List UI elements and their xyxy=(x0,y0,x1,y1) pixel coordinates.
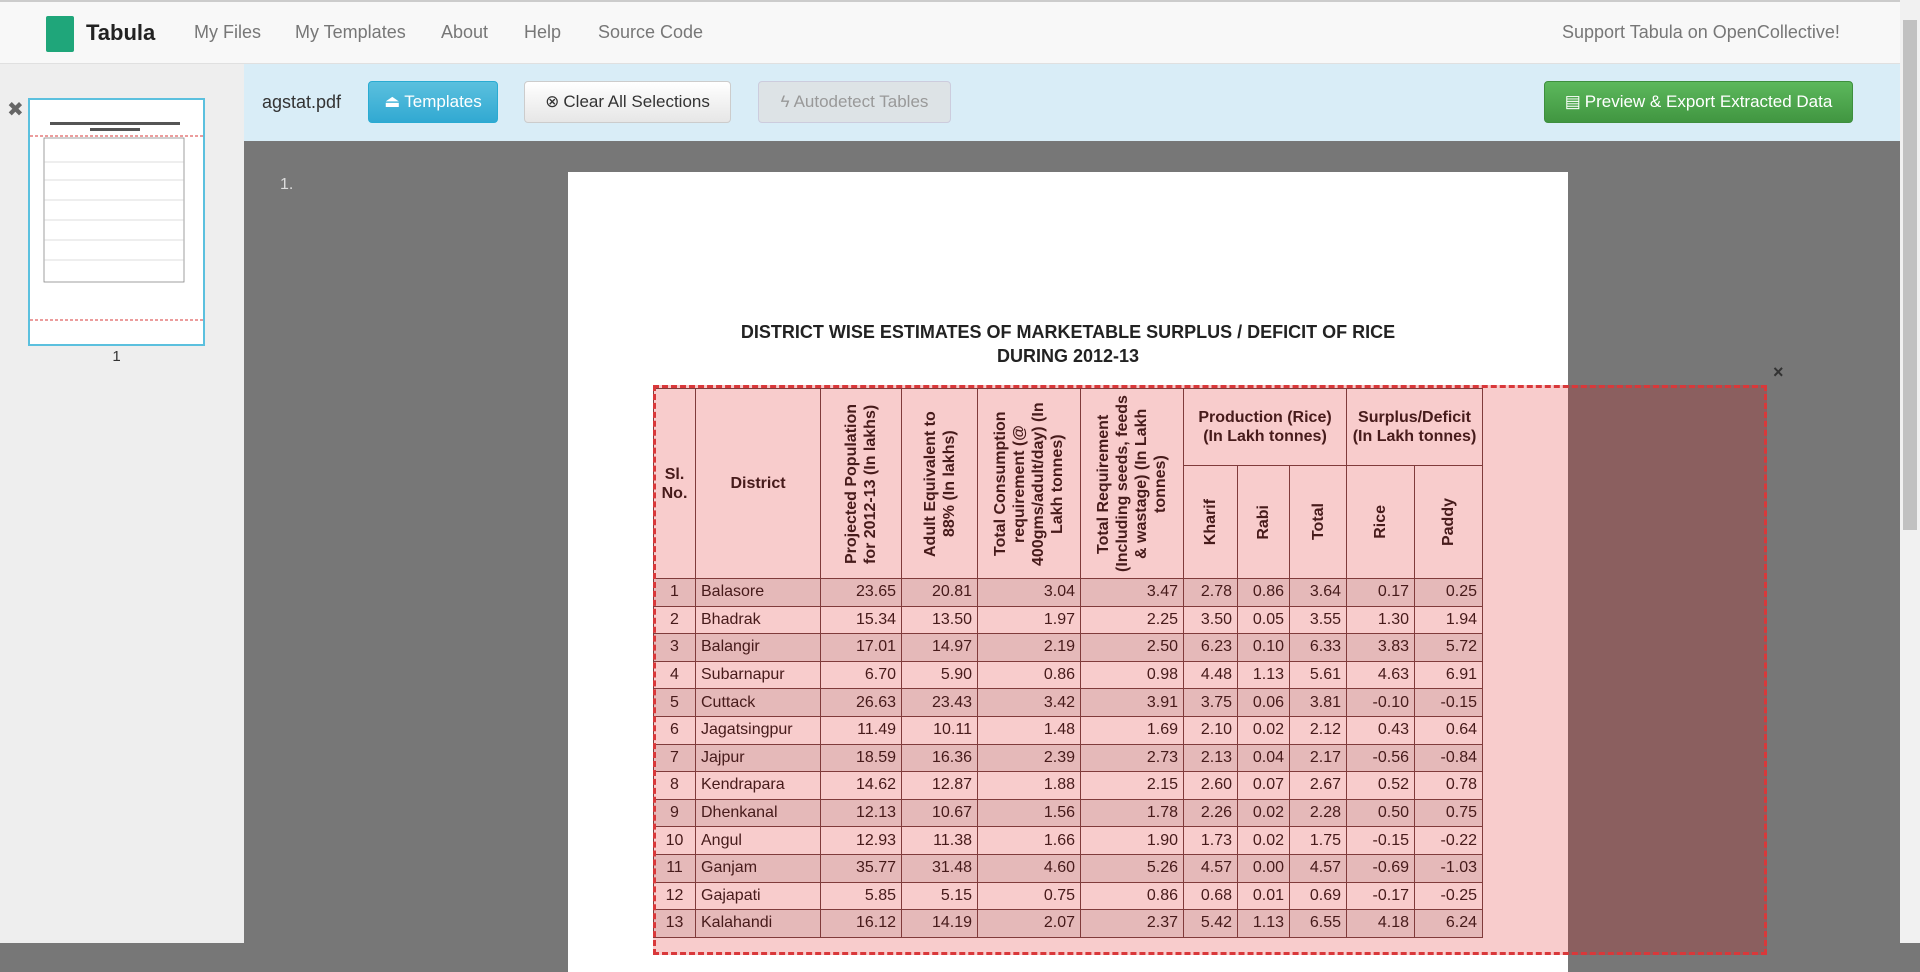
table-cell: -0.84 xyxy=(1415,744,1483,772)
table-cell: 17.01 xyxy=(821,634,902,662)
page-thumbnail[interactable] xyxy=(28,98,205,346)
table-cell: 11 xyxy=(654,854,696,882)
table-cell: 1.13 xyxy=(1238,661,1290,689)
table-cell: -0.22 xyxy=(1415,827,1483,855)
rabi-text: Rabi xyxy=(1255,504,1272,540)
table-cell: 6.24 xyxy=(1415,910,1483,938)
table-cell: 9 xyxy=(654,799,696,827)
table-cell: 6.70 xyxy=(821,661,902,689)
table-cell: 1.75 xyxy=(1290,827,1347,855)
brand[interactable]: Tabula xyxy=(86,20,156,45)
table-cell: Ganjam xyxy=(696,854,821,882)
table-cell: 1.88 xyxy=(978,772,1081,800)
table-cell: 0.68 xyxy=(1184,882,1238,910)
table-cell: -0.56 xyxy=(1347,744,1415,772)
table-cell: 2.50 xyxy=(1081,634,1184,662)
total-text: Total xyxy=(1309,503,1327,541)
autodetect-tables-button[interactable] xyxy=(758,81,951,123)
table-cell: 3.42 xyxy=(978,689,1081,717)
table-cell: 5.26 xyxy=(1081,854,1184,882)
table-cell: 0.07 xyxy=(1238,772,1290,800)
table-cell: -0.15 xyxy=(1415,689,1483,717)
table-cell: 4.18 xyxy=(1347,910,1415,938)
table-cell: 23.43 xyxy=(902,689,978,717)
table-cell: 0.75 xyxy=(1415,799,1483,827)
scrollbar[interactable] xyxy=(1900,0,1920,943)
table-cell: 2.13 xyxy=(1184,744,1238,772)
table-cell: 18.59 xyxy=(821,744,902,772)
toolbar xyxy=(244,64,1900,141)
table-cell: 2.78 xyxy=(1184,579,1238,607)
table-cell: 0.69 xyxy=(1290,882,1347,910)
table-cell: 2.15 xyxy=(1081,772,1184,800)
table-cell: 10.11 xyxy=(902,716,978,744)
table-cell: 13.50 xyxy=(902,606,978,634)
table-cell: 1.94 xyxy=(1415,606,1483,634)
autodetect-label: Autodetect Tables xyxy=(793,92,929,111)
table-cell: 5.61 xyxy=(1290,661,1347,689)
templates-button[interactable] xyxy=(368,81,498,123)
table-cell: 14.97 xyxy=(902,634,978,662)
table-cell: -0.69 xyxy=(1347,854,1415,882)
nav-support[interactable]: Support Tabula on OpenCollective! xyxy=(1562,22,1840,42)
table-cell: Cuttack xyxy=(696,689,821,717)
table-cell: 7 xyxy=(654,744,696,772)
table-cell: Gajapati xyxy=(696,882,821,910)
table-cell: 0.05 xyxy=(1238,606,1290,634)
table-cell: 2 xyxy=(654,606,696,634)
table-cell: 0.10 xyxy=(1238,634,1290,662)
nav-help[interactable]: Help xyxy=(524,22,562,42)
table-cell: 1.78 xyxy=(1081,799,1184,827)
table-cell: Jajpur xyxy=(696,744,821,772)
header-production: Production (Rice) (In Lakh tonnes) xyxy=(1184,389,1347,466)
table-cell: 3 xyxy=(654,634,696,662)
table-cell: 10.67 xyxy=(902,799,978,827)
table-cell: 3.83 xyxy=(1347,634,1415,662)
table-cell: 0.04 xyxy=(1238,744,1290,772)
table-cell: 0.06 xyxy=(1238,689,1290,717)
table-cell: 35.77 xyxy=(821,854,902,882)
nav-my-files[interactable]: My Files xyxy=(194,22,261,42)
templates-label: Templates xyxy=(404,92,482,111)
table-cell: 4 xyxy=(654,661,696,689)
table-cell: 11.49 xyxy=(821,716,902,744)
header-surplus: Surplus/Deficit (In Lakh tonnes) xyxy=(1347,389,1483,466)
table-cell: 0.43 xyxy=(1347,716,1415,744)
table-cell: 8 xyxy=(654,772,696,800)
header-cons-text: Total Consumption requirement (@ 400gms/adult/day) (In Lakh tonnes) xyxy=(992,401,1066,566)
table-cell: 3.50 xyxy=(1184,606,1238,634)
table-cell: 5 xyxy=(654,689,696,717)
table-cell: 6.23 xyxy=(1184,634,1238,662)
preview-export-button[interactable] xyxy=(1544,81,1853,123)
table-cell: 5.90 xyxy=(902,661,978,689)
table-cell: 13 xyxy=(654,910,696,938)
table-cell: 5.85 xyxy=(821,882,902,910)
flash-icon: ϟ xyxy=(780,92,790,111)
list-icon: ▤ xyxy=(1564,92,1581,111)
clear-selections-button[interactable] xyxy=(524,81,731,123)
table-cell: 2.73 xyxy=(1081,744,1184,772)
kharif-text: Kharif xyxy=(1202,498,1219,546)
page-label: 1. xyxy=(280,176,294,193)
table-cell: 1.90 xyxy=(1081,827,1184,855)
table-cell: 0.02 xyxy=(1238,827,1290,855)
table-cell: Kalahandi xyxy=(696,910,821,938)
table-cell: Bhadrak xyxy=(696,606,821,634)
table-cell: 2.60 xyxy=(1184,772,1238,800)
table-cell: 0.50 xyxy=(1347,799,1415,827)
rice-text: Rice xyxy=(1372,505,1389,539)
table-cell: 0.17 xyxy=(1347,579,1415,607)
table-cell: 11.38 xyxy=(902,827,978,855)
page-title-line2: DURING 2012-13 xyxy=(996,346,1140,366)
table-cell: 6.55 xyxy=(1290,910,1347,938)
table-cell: 14.19 xyxy=(902,910,978,938)
table-cell: -0.10 xyxy=(1347,689,1415,717)
table-cell: 5.42 xyxy=(1184,910,1238,938)
table-cell: Angul xyxy=(696,827,821,855)
table-cell: 2.39 xyxy=(978,744,1081,772)
table-cell: 2.07 xyxy=(978,910,1081,938)
table-cell: 3.55 xyxy=(1290,606,1347,634)
table-cell: 3.91 xyxy=(1081,689,1184,717)
table-cell: 1.66 xyxy=(978,827,1081,855)
table-cell: 12.87 xyxy=(902,772,978,800)
table-cell: 0.86 xyxy=(978,661,1081,689)
table-cell: 1.48 xyxy=(978,716,1081,744)
table-cell: 0.98 xyxy=(1081,661,1184,689)
table-cell: 5.72 xyxy=(1415,634,1483,662)
table-cell: 5.15 xyxy=(902,882,978,910)
table-cell: 0.25 xyxy=(1415,579,1483,607)
table-cell: 1.56 xyxy=(978,799,1081,827)
table-cell: 2.19 xyxy=(978,634,1081,662)
table-cell: 0.75 xyxy=(978,882,1081,910)
table-cell: 6 xyxy=(654,716,696,744)
table-cell: 26.63 xyxy=(821,689,902,717)
table-cell: -0.15 xyxy=(1347,827,1415,855)
table-cell: 0.64 xyxy=(1415,716,1483,744)
table-cell: 3.81 xyxy=(1290,689,1347,717)
header-req-text: Total Requirement (Including seeds, feeds & wastage) (In Lakh tonnes) xyxy=(1095,395,1169,572)
table-cell: 31.48 xyxy=(902,854,978,882)
header-district: District xyxy=(696,389,821,579)
table-cell: 0.02 xyxy=(1238,799,1290,827)
table-cell: 16.12 xyxy=(821,910,902,938)
table-cell: 3.64 xyxy=(1290,579,1347,607)
table-cell: 1.13 xyxy=(1238,910,1290,938)
table-cell: 12.13 xyxy=(821,799,902,827)
table-cell: 14.62 xyxy=(821,772,902,800)
scrollbar-thumb[interactable] xyxy=(1903,20,1917,530)
page-title-line1: DISTRICT WISE ESTIMATES OF MARKETABLE SURPLUS / DEFICIT OF RICE xyxy=(740,322,1396,342)
table-cell: Jagatsingpur xyxy=(696,716,821,744)
header-sl: Sl. No. xyxy=(654,389,696,579)
table-cell: 3.75 xyxy=(1184,689,1238,717)
table-cell: 0.86 xyxy=(1081,882,1184,910)
table-cell: 1.69 xyxy=(1081,716,1184,744)
table-cell: 0.01 xyxy=(1238,882,1290,910)
paddy-text: Paddy xyxy=(1440,497,1457,546)
table-selection[interactable] xyxy=(653,385,1767,955)
table-cell: -0.17 xyxy=(1347,882,1415,910)
table-cell: 6.33 xyxy=(1290,634,1347,662)
header-adult-text: Adult Equivalent to 88% (In lakhs) xyxy=(921,410,958,557)
table-cell: 2.28 xyxy=(1290,799,1347,827)
remove-circle-icon: ⊗ xyxy=(545,92,560,111)
table-cell: 0.02 xyxy=(1238,716,1290,744)
table-cell: 0.52 xyxy=(1347,772,1415,800)
table-cell: 4.48 xyxy=(1184,661,1238,689)
table-cell: 4.57 xyxy=(1184,854,1238,882)
table-cell: 2.67 xyxy=(1290,772,1347,800)
table-cell: Balangir xyxy=(696,634,821,662)
navbar xyxy=(0,0,1900,64)
table-cell: 15.34 xyxy=(821,606,902,634)
table-cell: 4.60 xyxy=(978,854,1081,882)
remove-selection-icon[interactable]: × xyxy=(1773,362,1784,382)
table-cell: 3.04 xyxy=(978,579,1081,607)
thumbnail-page-number: 1 xyxy=(112,348,121,365)
table-cell: 16.36 xyxy=(902,744,978,772)
table-cell: 3.47 xyxy=(1081,579,1184,607)
table-cell: 0.00 xyxy=(1238,854,1290,882)
table-cell: 12 xyxy=(654,882,696,910)
nav-about[interactable]: About xyxy=(441,22,489,42)
tabula-logo-icon[interactable] xyxy=(46,16,74,52)
table-cell: 12.93 xyxy=(821,827,902,855)
table-cell: Kendrapara xyxy=(696,772,821,800)
table-cell: -0.25 xyxy=(1415,882,1483,910)
table-cell: 1.73 xyxy=(1184,827,1238,855)
table-cell: Dhenkanal xyxy=(696,799,821,827)
export-label: Preview & Export Extracted Data xyxy=(1584,92,1833,111)
table-cell: 1 xyxy=(654,579,696,607)
table-cell: 1.97 xyxy=(978,606,1081,634)
table-cell: Balasore xyxy=(696,579,821,607)
filename: agstat.pdf xyxy=(262,92,342,112)
table-cell: 6.91 xyxy=(1415,661,1483,689)
table-cell: -1.03 xyxy=(1415,854,1483,882)
table-cell: 10 xyxy=(654,827,696,855)
thumbnail-preview xyxy=(30,100,203,344)
table-cell: 1.30 xyxy=(1347,606,1415,634)
table-cell: 2.25 xyxy=(1081,606,1184,634)
table-cell: 0.78 xyxy=(1415,772,1483,800)
clear-label: Clear All Selections xyxy=(563,92,710,111)
table-cell: 2.10 xyxy=(1184,716,1238,744)
table-cell: 2.17 xyxy=(1290,744,1347,772)
table-cell: 2.26 xyxy=(1184,799,1238,827)
nav-my-templates[interactable]: My Templates xyxy=(295,22,406,42)
table-cell: 4.57 xyxy=(1290,854,1347,882)
table-cell: Subarnapur xyxy=(696,661,821,689)
upload-icon: ⏏ xyxy=(384,92,401,111)
nav-source-code[interactable]: Source Code xyxy=(598,22,704,42)
table-cell: 20.81 xyxy=(902,579,978,607)
table-cell: 4.63 xyxy=(1347,661,1415,689)
table-cell: 2.12 xyxy=(1290,716,1347,744)
close-icon[interactable]: ✖ xyxy=(7,99,24,121)
table-cell: 0.86 xyxy=(1238,579,1290,607)
table-cell: 2.37 xyxy=(1081,910,1184,938)
table-cell: 23.65 xyxy=(821,579,902,607)
header-pop-text: Projected Population for 2012-13 (In lakhs) xyxy=(843,403,879,564)
